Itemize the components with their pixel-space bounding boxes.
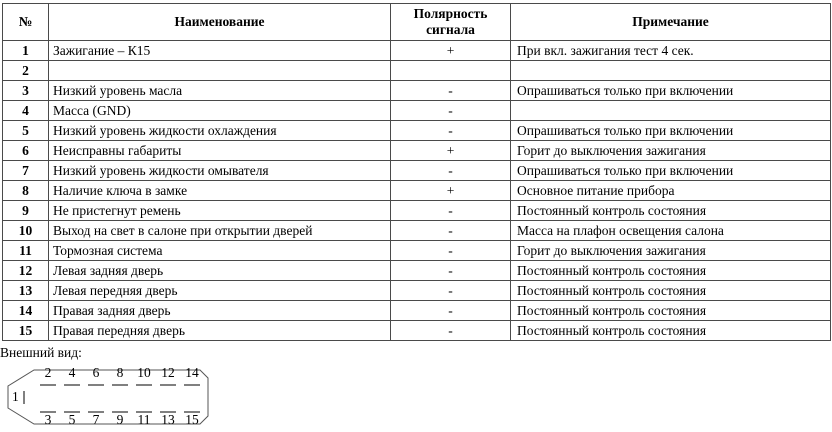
cell-num: 13 <box>3 281 49 301</box>
cell-name: Низкий уровень жидкости охлаждения <box>49 121 391 141</box>
cell-note <box>511 101 831 121</box>
table-body <box>3 41 831 341</box>
header-polarity <box>391 4 511 41</box>
table-row <box>3 101 831 121</box>
cell-num: 15 <box>3 321 49 341</box>
table-row <box>3 121 831 141</box>
table-row <box>3 81 831 101</box>
cell-num: 3 <box>3 81 49 101</box>
cell-note: Постоянный контроль состояния <box>511 301 831 321</box>
cell-name: Выход на свет в салоне при открытии дверей <box>49 221 391 241</box>
cell-num: 9 <box>3 201 49 221</box>
cell-polarity: - <box>391 121 511 141</box>
cell-note: Масса на плафон освещения салона <box>511 221 831 241</box>
table-row <box>3 221 831 241</box>
table-row <box>3 161 831 181</box>
cell-name: Левая передняя дверь <box>49 281 391 301</box>
cell-name: Правая задняя дверь <box>49 301 391 321</box>
cell-name: Зажигание – К15 <box>49 41 391 61</box>
cell-polarity: + <box>391 141 511 161</box>
connector-pin-label: 14 <box>185 365 199 380</box>
connector-pin-label: 6 <box>92 365 100 380</box>
cell-note: Горит до выключения зажигания <box>511 141 831 161</box>
table-row <box>3 141 831 161</box>
cell-num: 11 <box>3 241 49 261</box>
cell-polarity: - <box>391 101 511 121</box>
connector-bottom-pins <box>40 412 200 427</box>
cell-note: Опрашиваться только при включении <box>511 81 831 101</box>
cell-polarity: + <box>391 181 511 201</box>
cell-name: Правая передняя дверь <box>49 321 391 341</box>
cell-name: Не пристегнут ремень <box>49 201 391 221</box>
cell-name: Неисправны габариты <box>49 141 391 161</box>
table-row <box>3 301 831 321</box>
cell-note: Основное питание прибора <box>511 181 831 201</box>
table-row <box>3 281 831 301</box>
cell-polarity: - <box>391 81 511 101</box>
connector-top-pins <box>40 365 200 385</box>
cell-note: Опрашиваться только при включении <box>511 161 831 181</box>
cell-polarity: + <box>391 41 511 61</box>
connector-pin-label: 7 <box>92 412 100 427</box>
connector-pin-label: 8 <box>116 365 124 380</box>
cell-num: 14 <box>3 301 49 321</box>
cell-note: Постоянный контроль состояния <box>511 201 831 221</box>
cell-polarity: - <box>391 241 511 261</box>
table-header-row <box>3 4 831 41</box>
connector-pin-label: 3 <box>44 412 52 427</box>
cell-polarity: - <box>391 201 511 221</box>
table-row <box>3 321 831 341</box>
connector-pin-label: 2 <box>44 365 52 380</box>
connector-diagram <box>0 360 215 432</box>
cell-name: Масса (GND) <box>49 101 391 121</box>
pinout-table <box>2 3 831 341</box>
cell-num: 5 <box>3 121 49 141</box>
cell-note: Постоянный контроль состояния <box>511 321 831 341</box>
cell-polarity: - <box>391 281 511 301</box>
table-row <box>3 261 831 281</box>
cell-num: 1 <box>3 41 49 61</box>
cell-note: При вкл. зажигания тест 4 сек. <box>511 41 831 61</box>
cell-polarity: - <box>391 221 511 241</box>
connector-outline <box>8 370 208 424</box>
connector-pin-label: 11 <box>137 412 151 427</box>
cell-name: Наличие ключа в замке <box>49 181 391 201</box>
table-row <box>3 41 831 61</box>
connector-pin-label: 5 <box>68 412 76 427</box>
connector-pin-1-label: 1 <box>12 389 19 404</box>
cell-polarity: - <box>391 261 511 281</box>
appearance-label: Внешний вид: <box>0 345 82 360</box>
cell-num: 10 <box>3 221 49 241</box>
connector-pin-label: 4 <box>68 365 76 380</box>
cell-num: 8 <box>3 181 49 201</box>
cell-name: Низкий уровень жидкости омывателя <box>49 161 391 181</box>
cell-num: 4 <box>3 101 49 121</box>
table-row <box>3 181 831 201</box>
header-name: Наименование <box>49 4 391 41</box>
header-polarity-label: Полярность сигнала <box>413 6 488 37</box>
table-row <box>3 241 831 261</box>
cell-polarity: - <box>391 321 511 341</box>
cell-name: Низкий уровень масла <box>49 81 391 101</box>
table-row <box>3 61 831 81</box>
cell-num: 2 <box>3 61 49 81</box>
cell-polarity: - <box>391 301 511 321</box>
header-note: Примечание <box>511 4 831 41</box>
cell-note: Опрашиваться только при включении <box>511 121 831 141</box>
cell-note <box>511 61 831 81</box>
connector-pin-label: 13 <box>161 412 175 427</box>
cell-polarity: - <box>391 161 511 181</box>
connector-pin-label: 9 <box>116 412 124 427</box>
cell-polarity <box>391 61 511 81</box>
cell-num: 12 <box>3 261 49 281</box>
cell-num: 7 <box>3 161 49 181</box>
header-num: № <box>3 4 49 41</box>
cell-name <box>49 61 391 81</box>
cell-note: Горит до выключения зажигания <box>511 241 831 261</box>
connector-pin-label: 15 <box>185 412 199 427</box>
cell-name: Левая задняя дверь <box>49 261 391 281</box>
cell-note: Постоянный контроль состояния <box>511 261 831 281</box>
connector-pin-label: 12 <box>161 365 175 380</box>
cell-note: Постоянный контроль состояния <box>511 281 831 301</box>
cell-num: 6 <box>3 141 49 161</box>
cell-name: Тормозная система <box>49 241 391 261</box>
table-row <box>3 201 831 221</box>
connector-pin-label: 10 <box>137 365 151 380</box>
